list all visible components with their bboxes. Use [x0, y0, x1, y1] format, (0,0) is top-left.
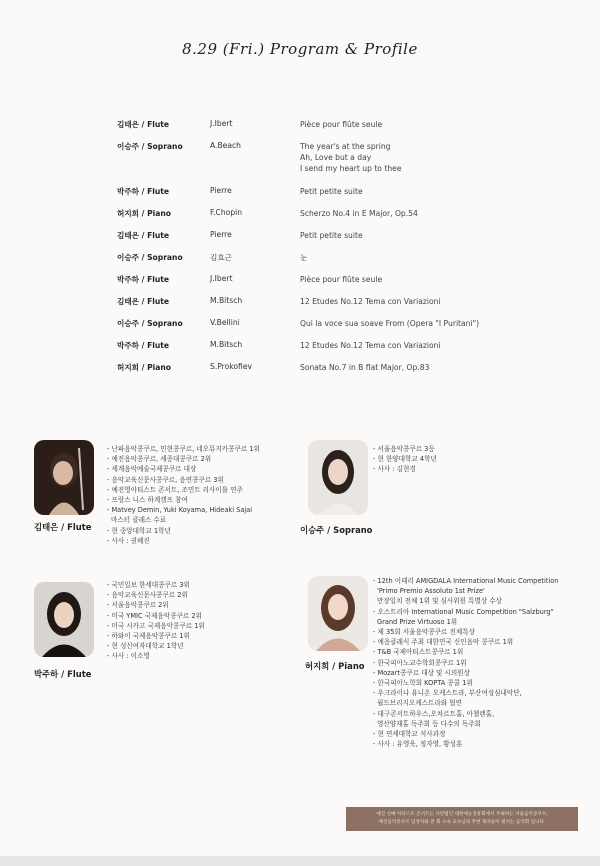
program-work: The year's at the spring Ah, Love but a day I send my heart up to thee: [300, 142, 402, 173]
portrait-image: [308, 440, 368, 515]
program-work: 눈: [300, 253, 308, 262]
program-performer: 허지희 / Piano: [117, 209, 171, 218]
performer-photo-lee-seungju: [308, 440, 368, 515]
bottom-bar: [0, 856, 600, 866]
portrait-image: [34, 440, 94, 515]
profile-bio: - 12th 이태리 AMIGDALA International Music Competition 'Primo Premio Assoluto 1st Prize' 만장일치 전체 1위 및 심사위원 특별상 수상 - 오스트리아 International Music Competition "Salzburg" Grand Prize Virtuoso 1위 - 제 35회 서울음악콩쿠르 전체특상 - 예음클래식 주최 대한민국 신인음악 콩쿠르 1위 - T&B 국제아티스트콩쿠르 1위 - 한국피아노교수학회콩쿠르 1위 - Mozart콩쿠르 대상 및 시의원상 - 한국피아노학회 KOPTA 콩쿨 1위 - 우크라이나 유니온 오케스트라, 부산여성심내악단, 월드브리지오케스트라와 협연 - 대구콘서트하우스,오차르트홀, 아첼렌홀, 영산양재홀 독주회 등 다수의 독주회 - 현 연세대학교 석사과정 - 사사 : 유영욱, 정자영, 황성훈: [373, 577, 559, 749]
performer-photo-park-juha: [34, 582, 94, 657]
portrait-image: [308, 576, 368, 651]
profile-name: 김태은 / Flute: [34, 522, 92, 532]
program-performer: 이승주 / Soprano: [117, 319, 183, 328]
program-work: Petit petite suite: [300, 231, 363, 240]
program-performer: 박주하 / Flute: [117, 341, 170, 350]
program-work: Pièce pour flûte seule: [300, 120, 383, 129]
program-work: Pièce pour flûte seule: [300, 275, 383, 284]
program-work: Qui la voce sua soave From (Opera "I Puritani"): [300, 319, 480, 328]
profile-name: 허지희 / Piano: [305, 661, 365, 671]
program-performer: 김태은 / Flute: [117, 231, 170, 240]
program-work: Scherzo No.4 in E Major, Op.54: [300, 209, 418, 218]
program-performer: 이승주 / Soprano: [117, 253, 183, 262]
program-composer: M.Bitsch: [210, 296, 243, 305]
profile-name: 이승주 / Soprano: [300, 525, 373, 535]
footer-note-line: 예진음악콩쿠르 입상자와 본 회 소속 교수님의 추천 제자들이 펼치는 음악회 입니다.: [378, 820, 546, 825]
program-work: Petit petite suite: [300, 187, 363, 196]
profile-name: 박주하 / Flute: [34, 669, 92, 679]
program-composer: Pierre: [210, 186, 232, 195]
program-composer: F.Chopin: [210, 208, 243, 217]
program-performer: 박주하 / Flute: [117, 275, 170, 284]
program-performer: 이승주 / Soprano: [117, 142, 183, 151]
program-performer: 박주하 / Flute: [117, 187, 170, 196]
program-work: 12 Etudes No.12 Tema con Variazioni: [300, 297, 441, 306]
program-performer: 김태은 / Flute: [117, 120, 170, 129]
program-composer: V.Bellini: [210, 318, 240, 327]
profile-bio: - 난파음악콩쿠르, 민현콩쿠르, 네오뮤지카콩쿠르 1위 - 예진음악콩쿠르, 세종대콩쿠르 2위 - 세계음악예술국제콩쿠르 대상 - 음악교육신문사콩쿠르, 음연콩쿠르 3위 - 예진영아티스트 콘서트, 조민트 리사이틀 연주 - 프랑스 니스 하계캠프 참여 - Matvey Demin, Yuki Koyama, Hideaki Sajai 마스터 클래스 수료 - 현 중앙대학교 1학년 - 사사 : 권혜진: [107, 445, 260, 545]
performer-photo-kim-taeeun: [34, 440, 94, 515]
program-composer: 김효근: [210, 253, 233, 262]
program-composer: Pierre: [210, 230, 232, 239]
program-composer: S.Prokofiev: [210, 362, 253, 371]
program-composer: J.Ibert: [210, 119, 233, 128]
performer-photo-heo-jihee: [308, 576, 368, 651]
program-performer: 김태은 / Flute: [117, 297, 170, 306]
program-composer: J.Ibert: [210, 274, 233, 283]
page-title: 8.29 (Fri.) Program & Profile: [182, 40, 418, 58]
program-work: Sonata No.7 in B flat Major, Op.83: [300, 363, 430, 372]
portrait-image: [34, 582, 94, 657]
footer-note-line: 예진 신예 아티스트 콘서트는 사단법인 대한예능진흥회에서 주최하는 서울음악콩쿠르,: [376, 812, 548, 817]
footer-note: [346, 807, 578, 831]
program-composer: A.Beach: [210, 141, 241, 150]
profile-bio: - 서울음악콩쿠르 3등 - 현 한양대학교 4학년 - 사사 : 김현경: [373, 445, 437, 474]
profile-bio: - 국민일보 한세대콩쿠르 3위 - 음악교육신문사콩쿠르 2위 - 서울음악콩쿠르 2위 - 미국 YMIC 국제음악콩쿠르 2위 - 미국 시카고 국제음악콩쿠르 1위 - 하와이 국제음악콩쿠르 1위 - 현 성신여자대학교 1학년 - 사사 : 이소영: [107, 581, 205, 661]
program-work: 12 Etudes No.12 Tema con Variazioni: [300, 341, 441, 350]
program-performer: 허지희 / Piano: [117, 363, 171, 372]
program-composer: M.Bitsch: [210, 340, 243, 349]
